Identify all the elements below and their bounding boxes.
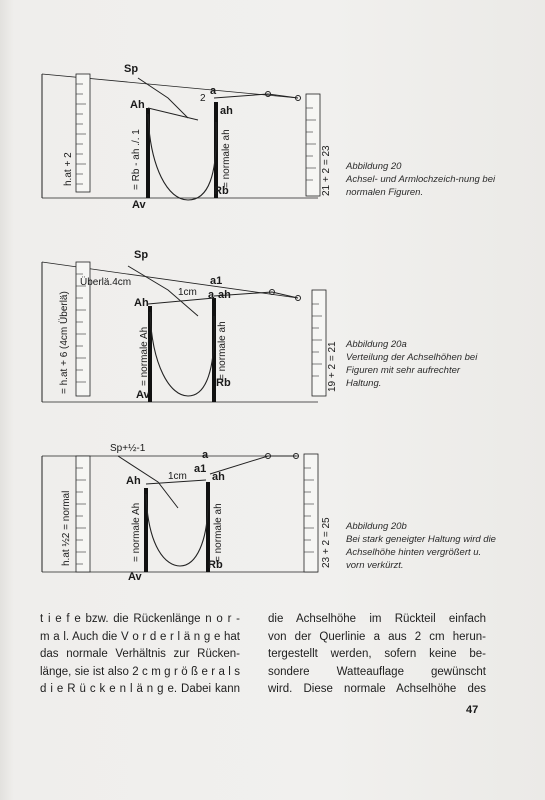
label-a: a	[202, 449, 209, 461]
page-number: 47	[466, 704, 479, 716]
label-rb: Rb	[208, 559, 223, 571]
figure-20b-drawing	[28, 438, 328, 588]
label-normale-ah: = normale ah	[217, 321, 228, 380]
body-left-line: länge, sie ist also 2 c m g r ö ß e r a l s	[40, 665, 240, 678]
label-a: a	[208, 289, 215, 301]
body-left-line: das normale Verhältnis zur Rücken-	[40, 648, 240, 660]
caption-20	[346, 160, 496, 199]
figure-20	[28, 58, 332, 218]
label-ah-left: Ah	[130, 99, 145, 111]
body-left-line: m a l. Auch die V o r d e r l ä n g e hat	[40, 630, 240, 643]
caption-20-text: Achsel- und Armlochzeich-nung bei normalen Figuren.	[346, 174, 496, 198]
body-right-line: tergestellt werden, sofern keine be-	[268, 648, 486, 660]
body-right-line: wird. Diese normale Achselhöhe des	[268, 683, 486, 695]
body-right-line: von der Querlinie a aus 2 cm herun-	[268, 630, 486, 643]
label-normale-ah: = normale ah	[221, 129, 232, 188]
caption-20b-text: Bei stark geneigter Haltung wird die Achselhöhe hinten vergrößert u. vorn verkürzt.	[346, 534, 496, 571]
caption-20-title: Abbildung 20	[346, 161, 402, 172]
label-rb: Rb	[214, 185, 229, 197]
label-right-formula: 23 + 2 = 25	[321, 517, 332, 568]
figure-20-drawing	[28, 58, 328, 218]
label-normale-Ah: = normale Ah	[131, 502, 142, 562]
label-h-at: h.at ½2 = normal	[61, 490, 72, 566]
label-av: Av	[136, 389, 150, 401]
label-sp: Sp+½-1	[110, 443, 146, 454]
figure-20a-drawing	[28, 246, 328, 406]
label-right-formula: 21 + 2 = 23	[321, 145, 332, 196]
body-right-line: sondere Watteauflage gewünscht	[268, 665, 486, 678]
label-two: 2	[200, 93, 206, 104]
body-left-line: d i e R ü c k e n l ä n g e. Dabei kann	[40, 683, 240, 695]
label-rb: Rb	[216, 377, 231, 389]
body-right-line: die Achselhöhe im Rückteil einfach	[268, 613, 486, 625]
label-ah-left: Ah	[134, 297, 149, 309]
label-a1: a1	[194, 463, 207, 475]
label-ah-right: ah	[218, 289, 231, 301]
label-rb-formula: = Rb - ah ./. 1	[131, 129, 142, 190]
label-h-at: h.at + 2	[63, 152, 74, 186]
caption-20a	[346, 338, 496, 390]
body-text-left	[40, 611, 240, 699]
body-text-right	[268, 611, 486, 699]
figure-20a	[28, 246, 338, 406]
label-ah-right: ah	[212, 471, 225, 483]
label-h-at: = h.at + 6 (4cm Überlä)	[59, 291, 70, 394]
label-sp: Sp	[134, 249, 149, 261]
label-av: Av	[132, 199, 146, 211]
caption-20a-text: Verteilung der Achselhöhen bei Figuren mit sehr aufrechter Haltung.	[346, 352, 478, 389]
label-a: a	[210, 85, 217, 97]
label-sp: Sp	[124, 63, 139, 75]
label-1cm: 1cm	[178, 287, 197, 298]
label-ah-left: Ah	[126, 475, 141, 487]
label-normale-Ah: = normale Ah	[139, 326, 150, 386]
caption-20b	[346, 520, 496, 572]
label-1cm: 1cm	[168, 471, 187, 482]
label-av: Av	[128, 571, 142, 583]
figure-20b	[28, 438, 332, 588]
label-ah-right: ah	[220, 105, 233, 117]
label-normale-ah: = normale ah	[213, 503, 224, 562]
body-left-line: t i e f e bzw. die Rückenlänge n o r -	[40, 613, 240, 625]
caption-20a-title: Abbildung 20a	[346, 339, 407, 350]
caption-20b-title: Abbildung 20b	[346, 521, 407, 532]
label-right-formula: 19 + 2 = 21	[327, 341, 338, 392]
label-a1: a1	[210, 275, 223, 287]
label-uberla: Überlä.4cm	[80, 277, 132, 288]
